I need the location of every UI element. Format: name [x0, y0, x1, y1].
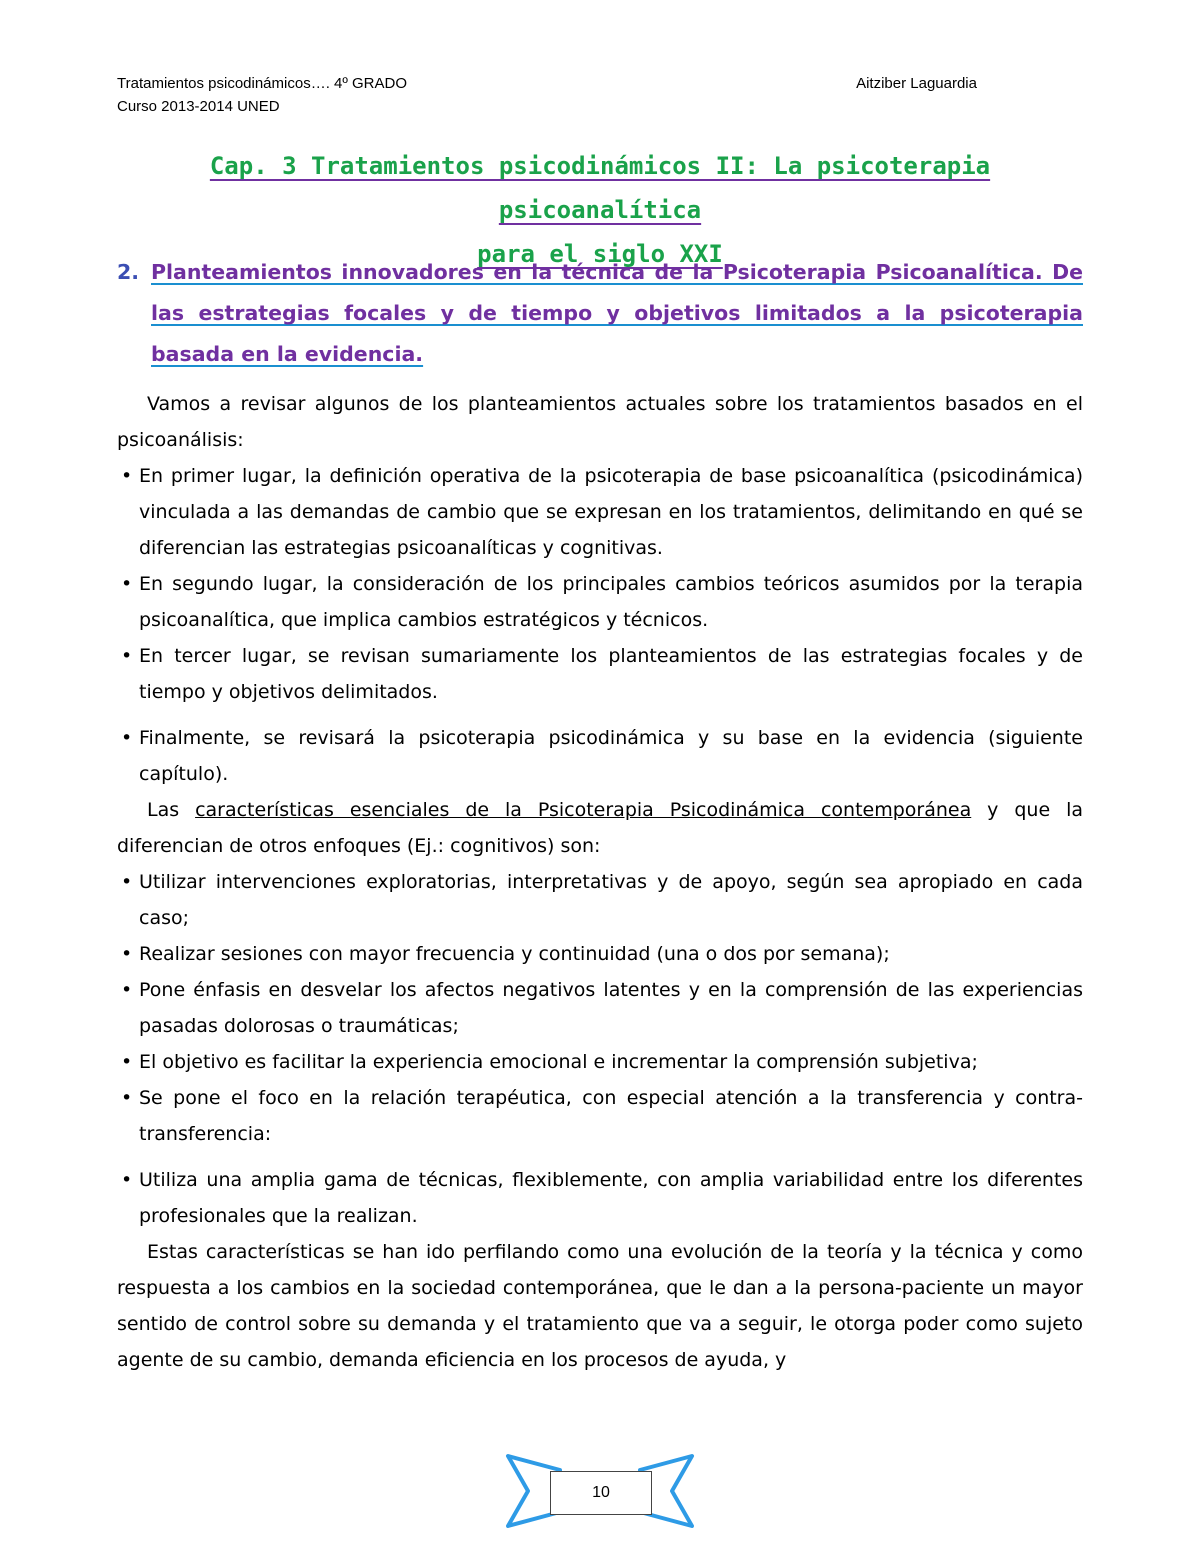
bullet-icon: • [121, 645, 133, 667]
list-item-text: Pone énfasis en desvelar los afectos negativos latentes y en la comprensión de las experiencias pasadas dolorosas o traumáticas; [139, 979, 1083, 1037]
list-item [117, 458, 1083, 566]
header-course-year: Curso 2013-2014 UNED [117, 98, 280, 115]
page-footer [500, 1450, 700, 1530]
bullet-icon: • [121, 979, 133, 1001]
bullet-icon: • [121, 943, 133, 965]
list-item [117, 1080, 1083, 1152]
bullet-icon: • [121, 573, 133, 595]
bullet-icon: • [121, 1051, 133, 1073]
list-item-text: El objetivo es facilitar la experiencia emocional e incrementar la comprensión subjetiva; [139, 1051, 978, 1073]
characteristics-paragraph [117, 792, 1083, 864]
list-item-text: Finalmente, se revisará la psicoterapia psicodinámica y su base en la evidencia (siguiente capítulo). [139, 727, 1083, 785]
overview-list [117, 458, 1083, 792]
bullet-icon: • [121, 727, 133, 749]
chapter-title-line2: para el siglo XXI [477, 240, 723, 268]
section-title: Planteamientos innovadores en la técnica de la Psicoterapia Psicoanalítica. De las estrategias focales y de tiempo y objetivos limitados a la psicoterapia basada en la evidencia. [151, 260, 1083, 366]
section-number: 2. [117, 260, 140, 284]
list-item-text: Utilizar intervenciones exploratorias, interpretativas y de apoyo, según sea apropiado en cada caso; [139, 871, 1083, 929]
list-item [117, 566, 1083, 638]
list-item [117, 972, 1083, 1044]
list-item-text: Realizar sesiones con mayor frecuencia y continuidad (una o dos por semana); [139, 943, 890, 965]
list-item [117, 936, 1083, 972]
bullet-icon: • [121, 1087, 133, 1109]
chapter-title-line1: Cap. 3 Tratamientos psicodinámicos II: La psicoterapia psicoanalítica [209, 152, 991, 224]
paragraph-text: y que la diferencian de otros enfoques (Ej.: cognitivos) son: [117, 799, 1083, 857]
closing-paragraph: Estas características se han ido perfilando como una evolución de la teoría y la técnica y como respuesta a los cambios en la sociedad contemporánea, que le dan a la persona-paciente un mayor sentido de control sobre su demanda y el tratamiento que va a seguir, le otorga poder como sujeto agente de su cambio, demanda eficiencia en los procesos de ayuda, y [117, 1241, 1083, 1371]
intro-paragraph: Vamos a revisar algunos de los planteamientos actuales sobre los tratamientos basados en el psicoanálisis: [117, 393, 1083, 451]
page-header [117, 72, 977, 118]
list-item [117, 1162, 1083, 1234]
list-item-text: Se pone el foco en la relación terapéutica, con especial atención a la transferencia y contra-transferencia: [139, 1087, 1083, 1145]
characteristics-list [117, 864, 1083, 1234]
list-item [117, 638, 1083, 710]
page-number: 10 [550, 1471, 652, 1515]
paragraph-text: Las [147, 799, 196, 821]
list-item [117, 720, 1083, 792]
bullet-icon: • [121, 465, 133, 487]
header-author: Aitziber Laguardia [856, 75, 977, 92]
bullet-icon: • [121, 871, 133, 893]
list-item-text: En tercer lugar, se revisan sumariamente los planteamientos de las estrategias focales y de tiempo y objetivos delimitados. [139, 645, 1083, 703]
bullet-icon: • [121, 1169, 133, 1191]
list-item [117, 864, 1083, 936]
body-content [117, 386, 1083, 1378]
underlined-phrase: características esenciales de la Psicoterapia Psicodinámica contemporánea [195, 799, 972, 821]
header-course-title: Tratamientos psicodinámicos…. 4º GRADO [117, 75, 408, 92]
list-item-text: Utiliza una amplia gama de técnicas, flexiblemente, con amplia variabilidad entre los diferentes profesionales que la realizan. [139, 1169, 1083, 1227]
list-item [117, 1044, 1083, 1080]
section-heading [117, 252, 1083, 375]
list-item-text: En segundo lugar, la consideración de los principales cambios teóricos asumidos por la terapia psicoanalítica, que implica cambios estratégicos y técnicos. [139, 573, 1083, 631]
list-item-text: En primer lugar, la definición operativa de la psicoterapia de base psicoanalítica (psicodinámica) vinculada a las demandas de cambio que se expresan en los tratamientos, delimitando en qué se diferencian las estrategias psicoanalíticas y cognitivas. [139, 465, 1083, 559]
